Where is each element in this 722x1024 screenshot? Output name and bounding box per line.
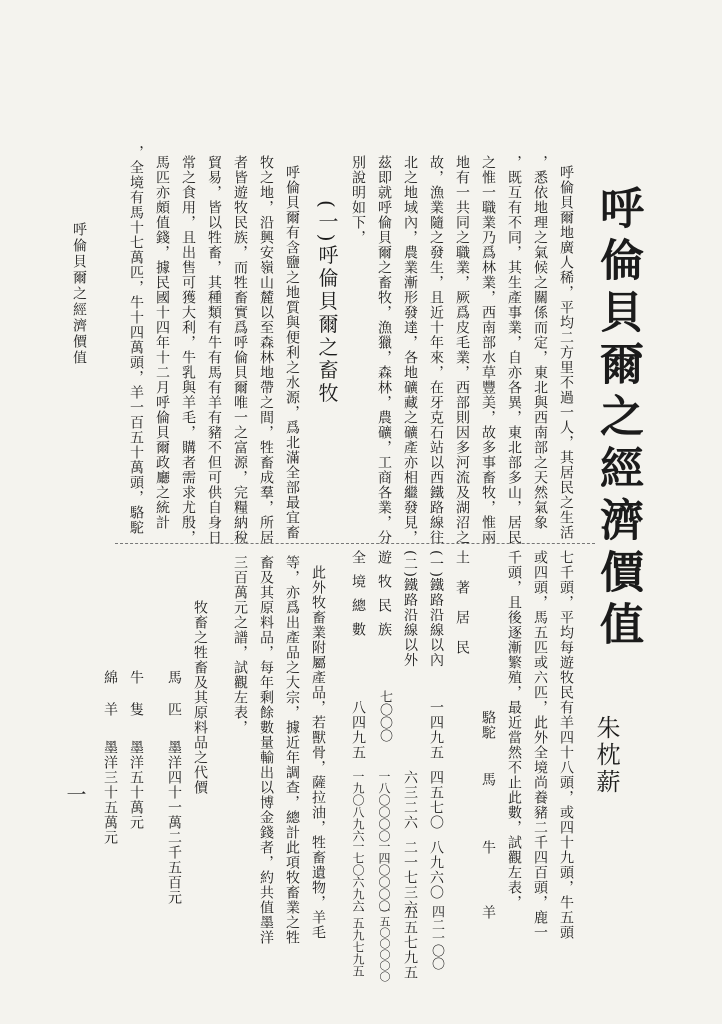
text-column: 三百萬元之譜，試觀左表， [232, 555, 248, 735]
cell-sheep: 一五九七九五 [351, 905, 365, 977]
cell-cattle: 一七〇六九六 [351, 840, 365, 912]
cell-camel: 八四九五 [350, 700, 366, 760]
row-label: (二)鐵路沿線以外 [402, 550, 418, 668]
header-camel: 駱駝 [480, 710, 496, 740]
cell-camel: 七〇〇〇 [377, 690, 392, 742]
value-name: 綿羊 [102, 670, 118, 734]
text-column: 呼倫貝爾地廣人稀，平均二方里不過一人，其居民之生活 [558, 165, 574, 540]
value-amount: 墨洋四十一萬二千五百元 [166, 740, 182, 905]
value-amount: 墨洋三十五萬元 [102, 740, 118, 845]
text-column: ，全境有馬十七萬匹，牛十四萬頭，羊一百五十萬頭，駱駝 [128, 145, 144, 535]
row-label: (一)鐵路沿線以內 [428, 550, 444, 668]
header-cattle: 牛 [480, 840, 496, 855]
text-column: 別說明如下， [350, 155, 366, 245]
cell-horse: 一九〇八九六 [351, 770, 365, 842]
cell-sheep: 五五七九五 [402, 905, 418, 980]
header-horse: 馬 [480, 772, 496, 787]
running-header: 呼倫貝爾之經濟價值 [71, 222, 87, 366]
value-name: 牛隻 [128, 670, 144, 734]
text-column: 常之食用，且出售可獲大利，牛乳與羊毛，購者需求尤殷， [180, 155, 196, 545]
text-column: 茲即就呼倫貝爾之畜牧，漁獵，森林，農礦，工商各業，分 [376, 155, 392, 545]
text-column: 畜及其原料品，每年剩餘數量輸出以博金錢者，約共值墨洋 [258, 555, 274, 945]
cell-sheep: 四二一〇〇 [429, 905, 444, 970]
cell-cattle: 一四〇〇〇〇 [377, 840, 391, 912]
header-sheep: 羊 [480, 905, 496, 920]
row-label: 土著居民 [454, 550, 470, 670]
cell-horse: 四五七〇 [428, 770, 444, 830]
text-column: 千頭，且後逐漸繁殖，最近當然不止此數，試觀左表， [506, 550, 522, 910]
text-column: 呼倫貝爾有含鹽之地質與便利之水源，爲北滿全部最宜畜 [284, 165, 300, 540]
text-column: ，悉依地理之氣候之關係而定，東北與西南部之天然氣象 [532, 155, 548, 530]
row-label: 遊牧民族 [376, 550, 392, 646]
text-column: 此外牧畜業附屬產品，若獸骨，薩拉油，牲畜遺物，羊毛 [310, 565, 326, 940]
text-column: 等，亦爲出產品之大宗，據近年調查，總計此項牧畜業之牲 [284, 555, 300, 945]
cell-cattle: 二一七三六 [402, 840, 418, 915]
cell-horse: 六三二六 [402, 770, 418, 830]
value-name: 馬匹 [166, 670, 182, 734]
cell-horse: 一八〇〇〇〇 [377, 770, 391, 842]
cell-camel: 一四九五 [428, 700, 444, 760]
text-column: 之惟一職業乃爲林業，西南部水草豐美，故多事畜牧，惟兩 [480, 155, 496, 545]
text-column: 地有一共同之職業，厥爲皮毛業，西部則因多河流及湖沼之 [454, 155, 470, 545]
text-column: 貿易，皆以牲畜，其種類有牛有馬有羊有豬不但可供自身日 [206, 155, 222, 545]
text-column: 故，漁業隨之發生，且近十年來，在牙克石站以西鐵路線往 [428, 155, 444, 545]
value-amount: 墨洋五十萬元 [128, 740, 144, 830]
cell-cattle: 八九六〇 [428, 840, 444, 900]
text-column: 牧之地，沿興安嶺山麓以至森林地帶之間，牲畜成羣，所居 [258, 155, 274, 545]
page-number: 一 [63, 784, 87, 804]
text-column: 北之地域內，農業漸形發達，各地礦藏之礦產亦相繼發見， [402, 155, 418, 545]
text-column: ，既互有不同，其生產事業，自亦各異，東北部多山，居民 [506, 155, 522, 545]
row-label: 全境總數 [350, 550, 366, 646]
author-name: 朱枕薪 [592, 715, 620, 796]
value-table-caption: 牧畜之牲畜及其原料品之代價 [192, 600, 208, 795]
text-column: 七千頭，平均每遊牧民有羊四十八頭，或四十九頭，牛五頭 [558, 550, 574, 940]
text-column: 馬匹亦頗值錢，據民國十四年十二月呼倫貝爾政廳之統計 [154, 155, 170, 530]
article-title: 呼倫貝爾之經濟價值 [592, 185, 643, 653]
text-column: 或四頭，馬五匹或六匹，此外全境尚養豬二千四百頭，鹿一 [532, 550, 548, 940]
cell-sheep: 一五〇〇〇〇〇 [378, 905, 391, 982]
divider [115, 543, 595, 544]
text-column: 者皆遊牧民族，而牲畜實爲呼倫貝爾唯一之富源，完糧納稅 [232, 155, 248, 545]
section-heading: (一)呼倫貝爾之畜牧 [315, 200, 339, 406]
